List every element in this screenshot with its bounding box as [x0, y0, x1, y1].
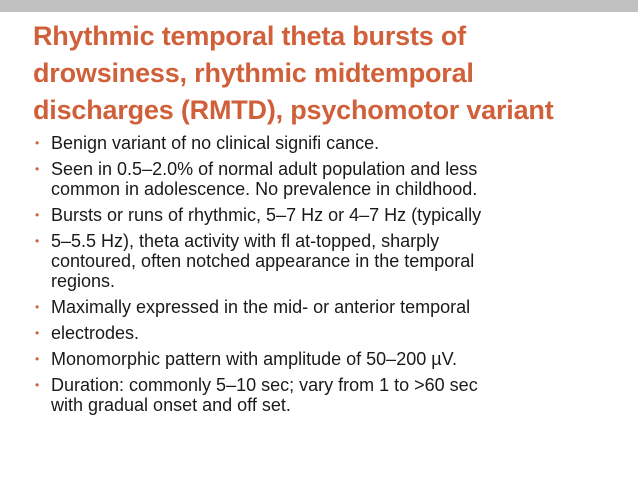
bullet-marker: • — [35, 234, 40, 248]
bullet-text-line: common in adolescence. No prevalence in childhood. — [51, 179, 478, 199]
bullet-item — [33, 375, 633, 415]
bullet-marker: • — [35, 208, 40, 222]
bullet-marker: • — [35, 352, 40, 366]
slide-title-line: discharges (RMTD), psychomotor variant — [33, 95, 554, 125]
slide-title-line: Rhythmic temporal theta bursts of — [33, 21, 466, 51]
bullet-item — [33, 205, 633, 225]
bullet-marker: • — [35, 326, 40, 340]
bullet-marker: • — [35, 136, 40, 150]
bullet-marker: • — [35, 162, 40, 176]
bullet-item — [33, 231, 633, 291]
bullet-item — [33, 133, 633, 153]
bullet-item — [33, 297, 633, 317]
slide-title-line: drowsiness, rhythmic midtemporal — [33, 58, 474, 88]
bullet-marker: • — [35, 378, 40, 392]
bullet-text-line: electrodes. — [51, 323, 140, 343]
bullet-item — [33, 323, 633, 343]
bullet-marker: • — [35, 300, 40, 314]
bullet-text-line: Monomorphic pattern with amplitude of 50–200 µV. — [51, 349, 457, 369]
bullet-text-line: Maximally expressed in the mid- or anterior temporal — [51, 297, 471, 317]
bullet-text-line: Duration: commonly 5–10 sec; vary from 1 to >60 sec — [51, 375, 478, 395]
slide-title — [33, 18, 633, 129]
bullet-item — [33, 159, 633, 199]
bullet-text-line: contoured, often notched appearance in the temporal — [51, 251, 475, 271]
bullet-text-line: Seen in 0.5–2.0% of normal adult population and less — [51, 159, 478, 179]
bullet-text-line: Benign variant of no clinical signifi cance. — [51, 133, 380, 153]
slide-top-bar — [0, 0, 638, 12]
bullet-text-line: with gradual onset and off set. — [51, 395, 291, 415]
bullet-text-line: Bursts or runs of rhythmic, 5–7 Hz or 4–7 Hz (typically — [51, 205, 482, 225]
bullet-list — [33, 133, 633, 421]
bullet-text-line: 5–5.5 Hz), theta activity with fl at-topped, sharply — [51, 231, 440, 251]
bullet-item — [33, 349, 633, 369]
bullet-text-line: regions. — [51, 271, 116, 291]
